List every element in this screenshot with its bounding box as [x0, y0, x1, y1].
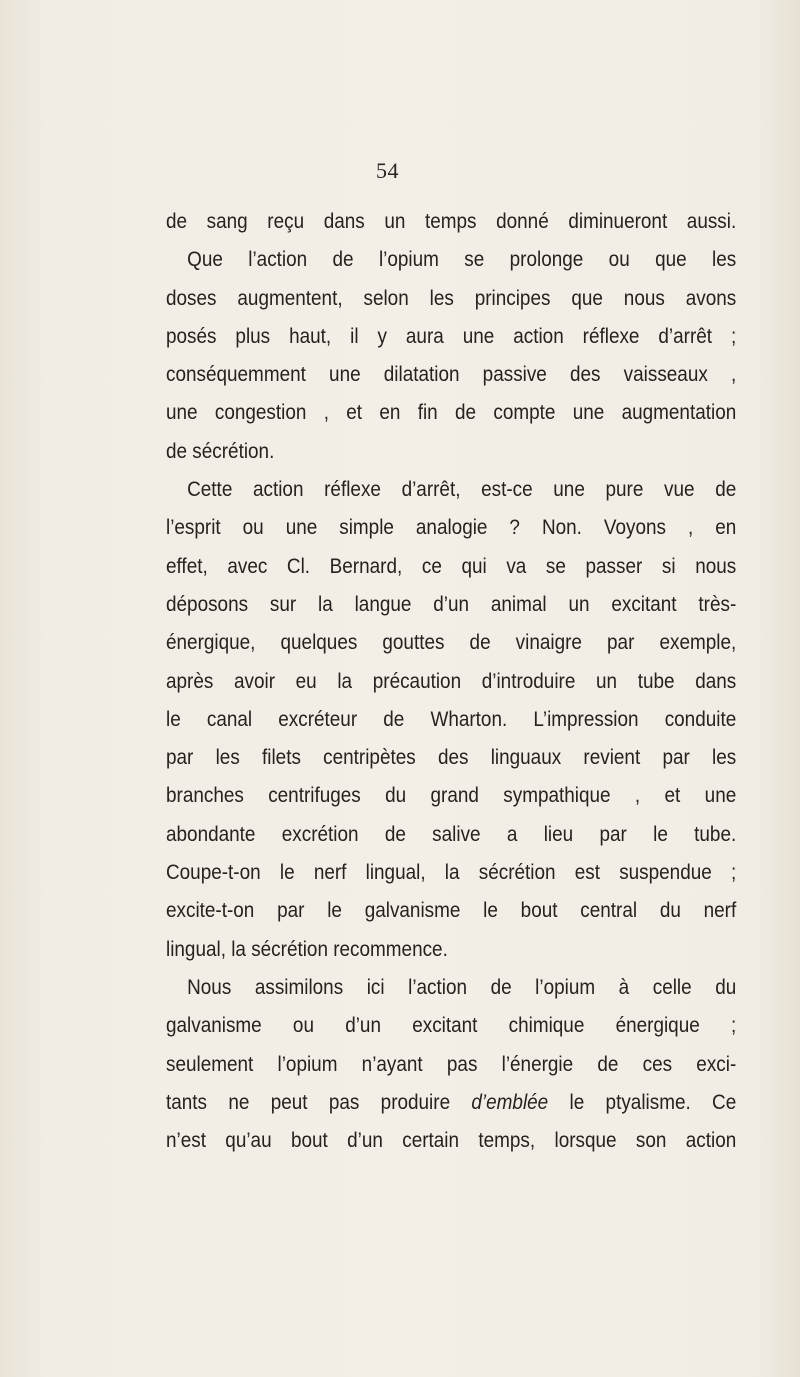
- text-line: Cette action réflexe d’arrêt, est-ce une pure vue de: [187, 477, 737, 502]
- text-line: posés plus haut, il y aura une action réflexe d’arrêt ;: [166, 323, 737, 348]
- text-line: Que l’action de l’opium se prolonge ou que les: [187, 247, 737, 272]
- text-line: galvanisme ou d’un excitant chimique énergique ;: [166, 1013, 737, 1038]
- text-line: conséquemment une dilatation passive des vaisseaux ,: [166, 362, 737, 387]
- text-line: Coupe-t-on le nerf lingual, la sécrétion est suspendue ;: [166, 860, 737, 885]
- text-line: seulement l’opium n’ayant pas l’énergie de ces exci-: [166, 1051, 737, 1076]
- italic-text: d’emblée: [471, 1089, 549, 1114]
- text-segment: tants ne peut pas produire: [166, 1089, 472, 1114]
- text-line: doses augmentent, selon les principes que nous avons: [166, 285, 737, 310]
- text-line: abondante excrétion de salive a lieu par le tube.: [166, 821, 737, 846]
- text-line: le canal excréteur de Wharton. L’impression conduite: [166, 706, 737, 731]
- text-line: de sécrétion.: [166, 438, 275, 463]
- text-line: branches centrifuges du grand sympathique , et une: [166, 783, 737, 808]
- text-line: lingual, la sécrétion recommence.: [166, 936, 448, 961]
- text-line: [166, 1083, 736, 1121]
- text-line: par les filets centripètes des linguaux revient par les: [166, 745, 737, 770]
- text-line: excite-t-on par le galvanisme le bout central du nerf: [166, 898, 737, 923]
- text-line: n’est qu’au bout d’un certain temps, lorsque son action: [166, 1128, 737, 1153]
- text-line: déposons sur la langue d’un animal un excitant très-: [166, 591, 737, 616]
- text-line: de sang reçu dans un temps donné diminueront aussi.: [166, 209, 737, 233]
- body-text: [166, 202, 737, 1159]
- text-line: Nous assimilons ici l’action de l’opium à celle du: [187, 974, 737, 999]
- text-segment: le ptyalisme. Ce: [548, 1089, 737, 1114]
- text-line: une congestion , et en fin de compte une augmentation: [166, 400, 737, 425]
- text-line: après avoir eu la précaution d’introduire un tube dans: [166, 668, 737, 693]
- text-line: effet, avec Cl. Bernard, ce qui va se passer si nous: [166, 553, 737, 578]
- text-line: l’esprit ou une simple analogie ? Non. Voyons , en: [166, 515, 737, 540]
- page-number: 54: [376, 158, 399, 183]
- text-line: énergique, quelques gouttes de vinaigre par exemple,: [166, 630, 737, 655]
